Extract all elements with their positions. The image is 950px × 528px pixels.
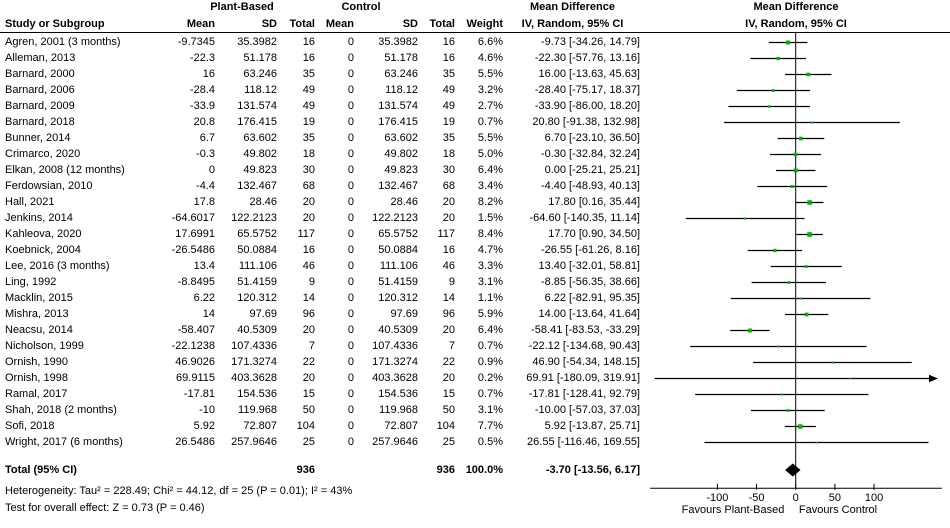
table-cell-c_mean: 0 — [347, 244, 354, 256]
col-header-mean-plant: Mean — [186, 18, 215, 30]
table-cell-sd: 118.12 — [244, 84, 277, 96]
table-cell-mean: 6.22 — [193, 292, 215, 304]
table-cell-sd: 63.246 — [243, 68, 277, 80]
table-cell-total: 117 — [297, 228, 315, 240]
axis-tick-label: 100 — [864, 491, 884, 504]
table-cell-c_total: 46 — [442, 260, 455, 272]
table-cell-weight: 5.9% — [477, 308, 503, 320]
table-cell-weight: 3.3% — [477, 260, 503, 272]
table-cell-mean: -22.1238 — [171, 340, 215, 352]
table-cell-c_sd: 132.467 — [378, 180, 418, 192]
col-header-mean-control: Mean — [325, 18, 354, 30]
table-cell-mean: 20.8 — [193, 116, 215, 128]
table-cell-c_sd: 51.178 — [384, 52, 418, 64]
effect-marker — [781, 394, 783, 396]
table-cell-name: Alleman, 2013 — [5, 52, 76, 64]
table-cell-weight: 3.4% — [477, 180, 503, 192]
table-cell-mean: -8.8495 — [177, 276, 215, 288]
table-cell-name: Ling, 1992 — [5, 276, 57, 288]
total-weight: 100.0% — [465, 463, 503, 476]
table-cell-c_sd: 51.4159 — [378, 276, 418, 288]
table-cell-c_mean: 0 — [347, 68, 354, 80]
table-cell-name: Barnard, 2009 — [5, 100, 75, 112]
table-cell-c_sd: 154.536 — [378, 388, 418, 400]
table-cell-c_total: 20 — [442, 196, 455, 208]
table-cell-c_sd: 403.3628 — [372, 372, 418, 384]
table-cell-mean: 0 — [208, 164, 215, 176]
table-cell-c_total: 104 — [436, 420, 455, 432]
table-cell-name: Jenkins, 2014 — [5, 212, 73, 224]
table-cell-sd: 119.968 — [238, 404, 277, 416]
total-n-plant: 936 — [296, 463, 315, 476]
table-cell-mean: -17.81 — [183, 388, 215, 400]
table-cell-weight: 0.9% — [477, 356, 503, 368]
total-ci: -3.70 [-13.56, 6.17] — [545, 463, 640, 476]
effect-marker — [811, 122, 813, 124]
effect-marker — [786, 40, 790, 44]
table-cell-c_sd: 122.2123 — [372, 212, 418, 224]
table-cell-weight: 8.2% — [477, 196, 503, 208]
table-cell-c_sd: 63.602 — [384, 132, 418, 144]
table-cell-c_mean: 0 — [347, 180, 354, 192]
group-header-control: Control — [341, 1, 381, 13]
table-cell-mean: 46.9026 — [175, 356, 215, 368]
table-cell-c_total: 16 — [442, 52, 455, 64]
table-cell-ci_text: -8.85 [-56.35, 38.66] — [540, 276, 640, 288]
table-cell-c_mean: 0 — [347, 116, 354, 128]
table-cell-mean: 13.4 — [193, 260, 215, 272]
heterogeneity-text: Heterogeneity: Tau² = 228.49; Chi² = 44.12, df = 25 (P = 0.01); I² = 43% — [5, 484, 353, 497]
table-cell-c_sd: 111.106 — [379, 260, 418, 272]
table-cell-weight: 1.1% — [477, 292, 503, 304]
table-cell-mean: -33.9 — [189, 100, 215, 112]
table-cell-name: Barnard, 2006 — [5, 84, 75, 96]
table-cell-sd: 154.536 — [237, 388, 277, 400]
table-cell-total: 35 — [302, 68, 315, 80]
table-cell-total: 30 — [302, 164, 315, 176]
table-cell-sd: 403.3628 — [231, 372, 277, 384]
table-cell-total: 20 — [302, 372, 315, 384]
table-cell-name: Lee, 2016 (3 months) — [5, 260, 110, 272]
table-cell-c_sd: 120.312 — [378, 292, 418, 304]
table-cell-total: 68 — [302, 180, 315, 192]
effect-marker — [794, 153, 797, 156]
table-cell-mean: 17.8 — [193, 196, 215, 208]
table-cell-name: Crimarco, 2020 — [5, 148, 81, 160]
table-cell-ci_text: -33.90 [-86.00, 18.20] — [534, 100, 640, 112]
table-cell-mean: 69.9115 — [176, 372, 215, 384]
table-cell-ci_text: 46.90 [-54.34, 148.15] — [532, 356, 640, 368]
table-cell-c_total: 25 — [442, 436, 455, 448]
table-cell-total: 18 — [302, 148, 315, 160]
table-cell-sd: 49.802 — [243, 148, 277, 160]
table-cell-name: Ferdowsian, 2010 — [5, 180, 93, 192]
table-cell-ci_text: -22.12 [-134.68, 90.43] — [528, 340, 640, 352]
table-cell-ci_text: 17.70 [0.90, 34.50] — [548, 228, 640, 240]
axis-tick-label: -100 — [706, 491, 729, 504]
table-cell-c_mean: 0 — [347, 148, 354, 160]
table-cell-c_mean: 0 — [347, 276, 354, 288]
table-cell-weight: 7.7% — [477, 420, 503, 432]
table-cell-name: Shah, 2018 (2 months) — [5, 404, 117, 416]
table-cell-sd: 51.4159 — [237, 276, 277, 288]
table-cell-c_mean: 0 — [347, 212, 354, 224]
table-cell-c_sd: 131.574 — [378, 100, 418, 112]
table-cell-c_sd: 72.807 — [384, 420, 418, 432]
table-cell-weight: 4.6% — [477, 52, 503, 64]
effect-marker — [777, 346, 779, 348]
table-cell-c_mean: 0 — [347, 260, 354, 272]
effect-marker — [777, 57, 780, 60]
table-cell-sd: 35.3982 — [237, 36, 277, 48]
table-cell-sd: 171.3274 — [231, 356, 277, 368]
table-cell-sd: 257.9646 — [231, 436, 277, 448]
table-cell-sd: 28.46 — [249, 196, 277, 208]
table-cell-weight: 6.4% — [477, 164, 503, 176]
table-cell-ci_text: -9.73 [-34.26, 14.79] — [540, 36, 640, 48]
table-cell-total: 25 — [302, 436, 315, 448]
col-header-sd-control: SD — [402, 18, 418, 30]
table-cell-weight: 2.7% — [477, 100, 503, 112]
axis-tick-label: -50 — [748, 491, 765, 504]
effect-marker — [831, 361, 833, 363]
plot-header-line1: Mean Difference — [753, 1, 839, 13]
table-cell-ci_text: 6.22 [-82.91, 95.35] — [544, 292, 640, 304]
table-cell-total: 49 — [302, 84, 315, 96]
col-header-sd-plant: SD — [261, 18, 277, 30]
table-cell-c_total: 22 — [442, 356, 455, 368]
effect-marker — [791, 185, 794, 188]
table-cell-ci_text: 16.00 [-13.63, 45.63] — [538, 68, 640, 80]
table-cell-weight: 6.4% — [477, 324, 503, 336]
col-header-total-plant: Total — [289, 18, 315, 30]
table-cell-c_total: 20 — [442, 212, 455, 224]
table-cell-total: 19 — [302, 116, 315, 128]
table-cell-sd: 107.4336 — [231, 340, 277, 352]
table-cell-c_mean: 0 — [347, 356, 354, 368]
table-cell-sd: 50.0884 — [237, 244, 277, 256]
table-cell-c_sd: 97.69 — [390, 308, 418, 320]
table-cell-total: 14 — [302, 292, 315, 304]
axis-tick-label: 50 — [828, 491, 841, 504]
table-cell-mean: -22.3 — [189, 52, 215, 64]
table-cell-name: Nicholson, 1999 — [5, 340, 84, 352]
table-cell-ci_text: -17.81 [-128.41, 92.79] — [528, 388, 640, 400]
table-cell-c_mean: 0 — [347, 420, 354, 432]
table-cell-total: 104 — [296, 420, 315, 432]
table-cell-name: Ramal, 2017 — [5, 388, 68, 400]
md-column-header-line2: IV, Random, 95% CI — [521, 18, 624, 30]
table-cell-c_sd: 63.246 — [384, 68, 418, 80]
group-header-plant-based: Plant-Based — [210, 1, 274, 13]
effect-marker — [807, 232, 812, 237]
table-cell-c_total: 9 — [448, 276, 455, 288]
table-cell-ci_text: -10.00 [-57.03, 37.03] — [534, 404, 640, 416]
table-cell-c_mean: 0 — [347, 132, 354, 144]
table-cell-c_sd: 257.9646 — [372, 436, 418, 448]
table-cell-weight: 0.2% — [477, 372, 503, 384]
table-cell-c_mean: 0 — [347, 308, 354, 320]
table-cell-sd: 176.415 — [237, 116, 277, 128]
table-cell-sd: 51.178 — [243, 52, 277, 64]
col-header-study: Study or Subgroup — [5, 18, 105, 30]
effect-marker — [748, 329, 752, 333]
table-cell-sd: 49.823 — [243, 164, 277, 176]
table-cell-weight: 5.5% — [477, 68, 503, 80]
table-cell-mean: 6.7 — [199, 132, 215, 144]
table-cell-c_mean: 0 — [347, 372, 354, 384]
table-cell-c_sd: 176.415 — [378, 116, 418, 128]
table-cell-weight: 0.7% — [477, 340, 503, 352]
table-cell-c_sd: 65.5752 — [378, 228, 418, 240]
table-cell-mean: -64.6017 — [171, 212, 215, 224]
table-cell-ci_text: 17.80 [0.16, 35.44] — [548, 196, 640, 208]
table-cell-c_total: 49 — [442, 84, 455, 96]
table-cell-total: 35 — [302, 132, 315, 144]
table-cell-name: Wright, 2017 (6 months) — [5, 436, 123, 448]
table-cell-total: 50 — [302, 404, 315, 416]
table-cell-total: 46 — [302, 260, 315, 272]
table-cell-total: 16 — [302, 36, 315, 48]
table-cell-mean: -58.407 — [177, 324, 215, 336]
table-cell-c_mean: 0 — [347, 228, 354, 240]
table-cell-mean: -28.4 — [189, 84, 215, 96]
table-cell-weight: 8.4% — [477, 228, 503, 240]
table-cell-weight: 0.7% — [477, 388, 503, 400]
table-cell-total: 7 — [308, 340, 315, 352]
table-cell-c_mean: 0 — [347, 52, 354, 64]
table-cell-weight: 6.6% — [477, 36, 503, 48]
table-cell-c_total: 16 — [442, 36, 455, 48]
table-cell-c_sd: 118.12 — [385, 84, 418, 96]
table-cell-c_mean: 0 — [347, 324, 354, 336]
table-cell-sd: 97.69 — [249, 308, 277, 320]
table-cell-weight: 5.0% — [477, 148, 503, 160]
table-cell-mean: -4.4 — [196, 180, 215, 192]
table-cell-c_total: 18 — [442, 148, 455, 160]
effect-marker — [773, 249, 776, 252]
table-cell-name: Koebnick, 2004 — [5, 244, 81, 256]
table-cell-ci_text: -4.40 [-48.93, 40.13] — [540, 180, 640, 192]
table-cell-total: 15 — [302, 388, 315, 400]
table-cell-ci_text: 14.00 [-13.64, 41.64] — [538, 308, 640, 320]
table-cell-total: 20 — [302, 324, 315, 336]
table-cell-ci_text: -0.30 [-32.84, 32.24] — [540, 148, 640, 160]
table-cell-ci_text: 0.00 [-25.21, 25.21] — [544, 164, 640, 176]
table-cell-name: Barnard, 2000 — [5, 68, 75, 80]
table-cell-c_sd: 28.46 — [390, 196, 418, 208]
table-cell-c_mean: 0 — [347, 340, 354, 352]
table-cell-c_mean: 0 — [347, 164, 354, 176]
table-cell-ci_text: -26.55 [-61.26, 8.16] — [540, 244, 640, 256]
effect-marker — [768, 105, 771, 108]
table-cell-c_total: 16 — [442, 244, 455, 256]
plot-header-line2: IV, Random, 95% CI — [745, 18, 847, 30]
table-cell-c_mean: 0 — [347, 292, 354, 304]
effect-marker — [799, 137, 803, 141]
table-cell-c_total: 14 — [442, 292, 455, 304]
table-cell-name: Neacsu, 2014 — [5, 324, 73, 336]
table-cell-mean: 17.6991 — [175, 228, 215, 240]
table-cell-mean: -9.7345 — [177, 36, 215, 48]
effect-marker — [805, 313, 809, 317]
effect-marker — [744, 217, 746, 219]
favours-right-label: Favours Control — [798, 504, 878, 516]
table-cell-name: Ornish, 1998 — [5, 372, 68, 384]
table-cell-c_total: 50 — [442, 404, 455, 416]
table-cell-sd: 132.467 — [237, 180, 277, 192]
table-cell-name: Barnard, 2018 — [5, 116, 75, 128]
table-cell-ci_text: 6.70 [-23.10, 36.50] — [544, 132, 640, 144]
effect-marker — [772, 89, 775, 92]
table-cell-name: Kahleova, 2020 — [5, 228, 82, 240]
table-cell-mean: 26.5486 — [175, 436, 215, 448]
table-cell-weight: 5.5% — [477, 132, 503, 144]
table-cell-name: Hall, 2021 — [5, 196, 55, 208]
table-cell-mean: 14 — [202, 308, 215, 320]
table-cell-c_mean: 0 — [347, 388, 354, 400]
table-cell-sd: 120.312 — [237, 292, 277, 304]
effect-marker — [798, 424, 802, 428]
table-cell-ci_text: -58.41 [-83.53, -33.29] — [531, 324, 640, 336]
table-cell-mean: 16 — [202, 68, 215, 80]
table-cell-weight: 0.7% — [477, 116, 503, 128]
effect-marker — [807, 200, 812, 205]
table-cell-c_sd: 49.823 — [384, 164, 418, 176]
table-cell-c_total: 35 — [442, 132, 455, 144]
table-cell-name: Sofi, 2018 — [5, 420, 55, 432]
table-cell-c_mean: 0 — [347, 436, 354, 448]
effect-marker — [786, 409, 789, 412]
md-column-header-line1: Mean Difference — [530, 1, 615, 13]
table-cell-sd: 63.602 — [243, 132, 277, 144]
table-cell-c_total: 15 — [442, 388, 455, 400]
favours-left-label: Favours Plant-Based — [681, 504, 785, 516]
table-cell-mean: 5.92 — [193, 420, 215, 432]
table-cell-c_sd: 49.802 — [384, 148, 418, 160]
table-cell-ci_text: 20.80 [-91.38, 132.98] — [532, 116, 640, 128]
table-cell-weight: 0.5% — [477, 436, 503, 448]
table-cell-c_total: 96 — [442, 308, 455, 320]
table-cell-total: 20 — [302, 196, 315, 208]
effect-marker — [816, 442, 818, 444]
table-cell-name: Mishra, 2013 — [5, 308, 69, 320]
table-cell-weight: 1.5% — [477, 212, 503, 224]
table-cell-c_total: 68 — [442, 180, 455, 192]
table-cell-sd: 65.5752 — [237, 228, 277, 240]
table-cell-c_mean: 0 — [347, 404, 354, 416]
effect-marker — [806, 73, 810, 77]
table-cell-ci_text: 26.55 [-116.46, 169.55] — [527, 436, 640, 448]
table-cell-sd: 40.5309 — [237, 324, 277, 336]
table-cell-weight: 3.1% — [477, 276, 503, 288]
table-cell-c_mean: 0 — [347, 36, 354, 48]
table-cell-weight: 3.2% — [477, 84, 503, 96]
overall-effect-text: Test for overall effect: Z = 0.73 (P = 0.46) — [5, 501, 205, 514]
table-cell-total: 16 — [302, 244, 315, 256]
effect-marker — [787, 281, 790, 284]
table-cell-weight: 3.1% — [477, 404, 503, 416]
table-cell-sd: 72.807 — [243, 420, 277, 432]
table-cell-ci_text: 69.91 [-180.09, 319.91] — [526, 372, 640, 384]
table-cell-name: Ornish, 1990 — [5, 356, 68, 368]
table-cell-c_total: 19 — [442, 116, 455, 128]
summary-diamond — [785, 464, 800, 477]
table-cell-c_mean: 0 — [347, 100, 354, 112]
table-cell-ci_text: -28.40 [-75.17, 18.37] — [534, 84, 640, 96]
table-cell-sd: 122.2123 — [231, 212, 277, 224]
table-cell-c_total: 49 — [442, 100, 455, 112]
table-cell-c_total: 30 — [442, 164, 455, 176]
effect-marker — [794, 169, 798, 173]
table-cell-total: 96 — [302, 308, 315, 320]
table-cell-c_mean: 0 — [347, 196, 354, 208]
table-cell-name: Elkan, 2008 (12 months) — [5, 164, 125, 176]
total-n-control: 936 — [436, 463, 455, 476]
table-cell-total: 9 — [308, 276, 315, 288]
table-cell-total: 22 — [302, 356, 315, 368]
table-cell-name: Agren, 2001 (3 months) — [5, 36, 121, 48]
table-cell-c_sd: 119.968 — [379, 404, 418, 416]
table-cell-c_sd: 40.5309 — [378, 324, 418, 336]
table-cell-c_sd: 107.4336 — [372, 340, 418, 352]
effect-marker — [800, 297, 802, 299]
table-cell-total: 49 — [302, 100, 315, 112]
table-cell-ci_text: -64.60 [-140.35, 11.14] — [529, 212, 640, 224]
table-cell-c_total: 20 — [442, 372, 455, 384]
axis-tick-label: 0 — [792, 491, 799, 504]
table-cell-mean: -0.3 — [196, 148, 215, 160]
table-cell-name: Bunner, 2014 — [5, 132, 71, 144]
table-cell-c_total: 20 — [442, 324, 455, 336]
table-cell-mean: -26.5486 — [171, 244, 215, 256]
table-cell-weight: 4.7% — [477, 244, 503, 256]
table-cell-total: 16 — [302, 52, 315, 64]
table-cell-total: 20 — [302, 212, 315, 224]
table-cell-c_sd: 171.3274 — [372, 356, 418, 368]
col-header-total-control: Total — [429, 18, 455, 30]
table-cell-c_sd: 35.3982 — [378, 36, 418, 48]
table-cell-name: Macklin, 2015 — [5, 292, 73, 304]
effect-marker — [805, 265, 808, 268]
col-header-weight: Weight — [466, 18, 503, 30]
table-cell-ci_text: 13.40 [-32.01, 58.81] — [538, 260, 640, 272]
table-cell-sd: 111.106 — [238, 260, 277, 272]
effect-marker — [850, 378, 852, 380]
table-cell-mean: -10 — [199, 404, 215, 416]
table-cell-c_total: 35 — [442, 68, 455, 80]
table-cell-c_total: 117 — [437, 228, 455, 240]
ci-arrow-right — [929, 375, 938, 383]
table-cell-ci_text: -22.30 [-57.76, 13.16] — [534, 52, 640, 64]
table-cell-c_total: 7 — [448, 340, 455, 352]
table-cell-ci_text: 5.92 [-13.87, 25.71] — [544, 420, 640, 432]
table-cell-sd: 131.574 — [237, 100, 277, 112]
total-row-label: Total (95% CI) — [5, 463, 77, 476]
table-cell-c_mean: 0 — [347, 84, 354, 96]
table-cell-c_sd: 50.0884 — [378, 244, 418, 256]
